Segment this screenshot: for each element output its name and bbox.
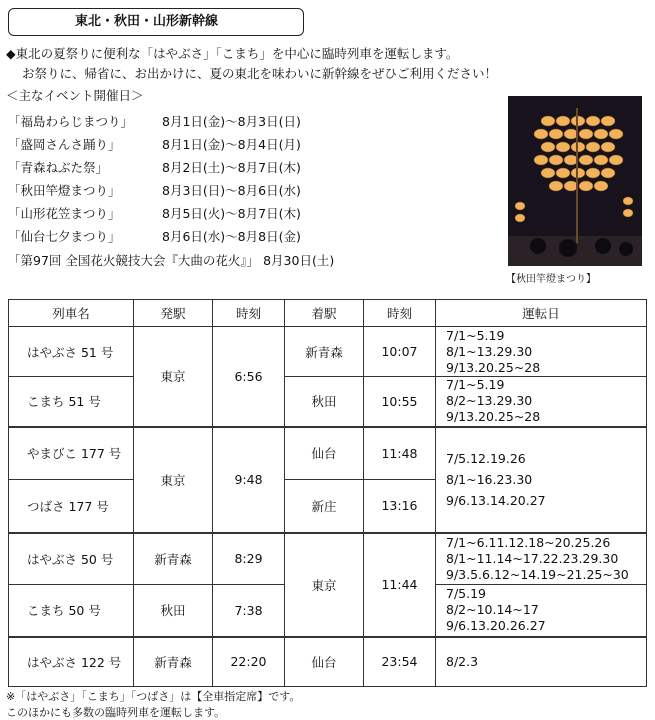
to-station: 仙台	[285, 427, 364, 480]
dep-time: 8:29	[213, 533, 285, 585]
operating-days: 7/1~5.19 8/1~13.29.30 9/13.20.25~28	[436, 327, 647, 377]
timetable	[8, 299, 647, 687]
table-row	[9, 427, 647, 480]
header-to: 着駅	[285, 300, 364, 327]
to-station: 東京	[285, 533, 364, 637]
event-date: 8月6日(水)～8月8日(金)	[162, 229, 301, 244]
operating-days: 7/5.12.19.26 8/1~16.23.30 9/6.13.14.20.27	[436, 427, 647, 533]
lead-text-1: ◆東北の夏祭りに便利な「はやぶさ」「こまち」を中心に臨時列車を運転します。	[6, 46, 459, 61]
train-name: こまち 50 号	[9, 585, 134, 637]
event-name: 「青森ねぶた祭」	[8, 160, 109, 175]
table-row	[9, 377, 647, 427]
train-name: やまびこ 177 号	[9, 427, 134, 480]
dep-time: 9:48	[213, 427, 285, 533]
photo-caption: 【秋田竿燈まつり】	[506, 274, 596, 285]
dep-time: 6:56	[213, 327, 285, 427]
lead-text-2: お祭りに、帰省に、お出かけに、夏の東北を味わいに新幹線をぜひご利用ください！	[22, 66, 498, 81]
from-station: 東京	[134, 427, 213, 533]
header-arr: 時刻	[364, 300, 436, 327]
train-name: はやぶさ 51 号	[9, 327, 134, 377]
event-date: 8月1日(金)～8月4日(月)	[162, 137, 301, 152]
to-station: 秋田	[285, 377, 364, 427]
event-date: 8月3日(日)～8月6日(水)	[162, 183, 301, 198]
arr-time: 10:55	[364, 377, 436, 427]
operating-days: 7/5.19 8/2~10.14~17 9/6.13.20.26.27	[436, 585, 647, 637]
event-name: 「仙台七夕まつり」	[8, 229, 121, 244]
table-row	[9, 533, 647, 585]
table-row	[9, 327, 647, 377]
header-days: 運転日	[436, 300, 647, 327]
event-name: 「盛岡さんさ踊り」	[8, 137, 121, 152]
event-date: 8月1日(金)～8月3日(日)	[162, 114, 301, 129]
arr-time: 11:44	[364, 533, 436, 637]
table-header-row	[9, 300, 647, 327]
from-station: 新青森	[134, 637, 213, 687]
dep-time: 22:20	[213, 637, 285, 687]
to-station: 仙台	[285, 637, 364, 687]
arr-time: 11:48	[364, 427, 436, 480]
to-station: 新庄	[285, 480, 364, 533]
operating-days: 7/1~5.19 8/2~13.29.30 9/13.20.25~28	[436, 377, 647, 427]
dep-time: 7:38	[213, 585, 285, 637]
operating-days: 7/1~6.11.12.18~20.25.26 8/1~11.14~17.22.23.29.30 9/3.5.6.12~14.19~21.25~30	[436, 533, 647, 585]
kanto-festival-photo	[508, 96, 642, 266]
train-name: こまち 51 号	[9, 377, 134, 427]
from-station: 東京	[134, 327, 213, 427]
arr-time: 23:54	[364, 637, 436, 687]
train-name: はやぶさ 122 号	[9, 637, 134, 687]
arr-time: 13:16	[364, 480, 436, 533]
train-name: はやぶさ 50 号	[9, 533, 134, 585]
header-dep: 時刻	[213, 300, 285, 327]
event-name: 「秋田竿燈まつり」	[8, 183, 121, 198]
operating-days: 8/2.3	[436, 637, 647, 687]
events-heading: ＜主なイベント開催日＞	[6, 88, 144, 103]
event-date: 8月5日(火)～8月7日(木)	[162, 206, 301, 221]
table-row	[9, 637, 647, 687]
from-station: 秋田	[134, 585, 213, 637]
event-name: 「山形花笠まつり」	[8, 206, 121, 221]
special-event: 「第97回 全国花火競技大会『大曲の花火』」 8月30日(土)	[8, 253, 335, 268]
footnote-1: ※「はやぶさ」「こまち」「つばさ」は【全車指定席】です。	[6, 690, 301, 703]
section-title: 東北・秋田・山形新幹線	[8, 8, 304, 36]
header-train: 列車名	[9, 300, 134, 327]
event-date: 8月2日(土)～8月7日(木)	[162, 160, 301, 175]
to-station: 新青森	[285, 327, 364, 377]
train-name: つばさ 177 号	[9, 480, 134, 533]
footnote-2: このほかにも多数の臨時列車を運転します。	[6, 706, 226, 719]
header-from: 発駅	[134, 300, 213, 327]
event-name: 「福島わらじまつり」	[8, 114, 134, 129]
arr-time: 10:07	[364, 327, 436, 377]
from-station: 新青森	[134, 533, 213, 585]
